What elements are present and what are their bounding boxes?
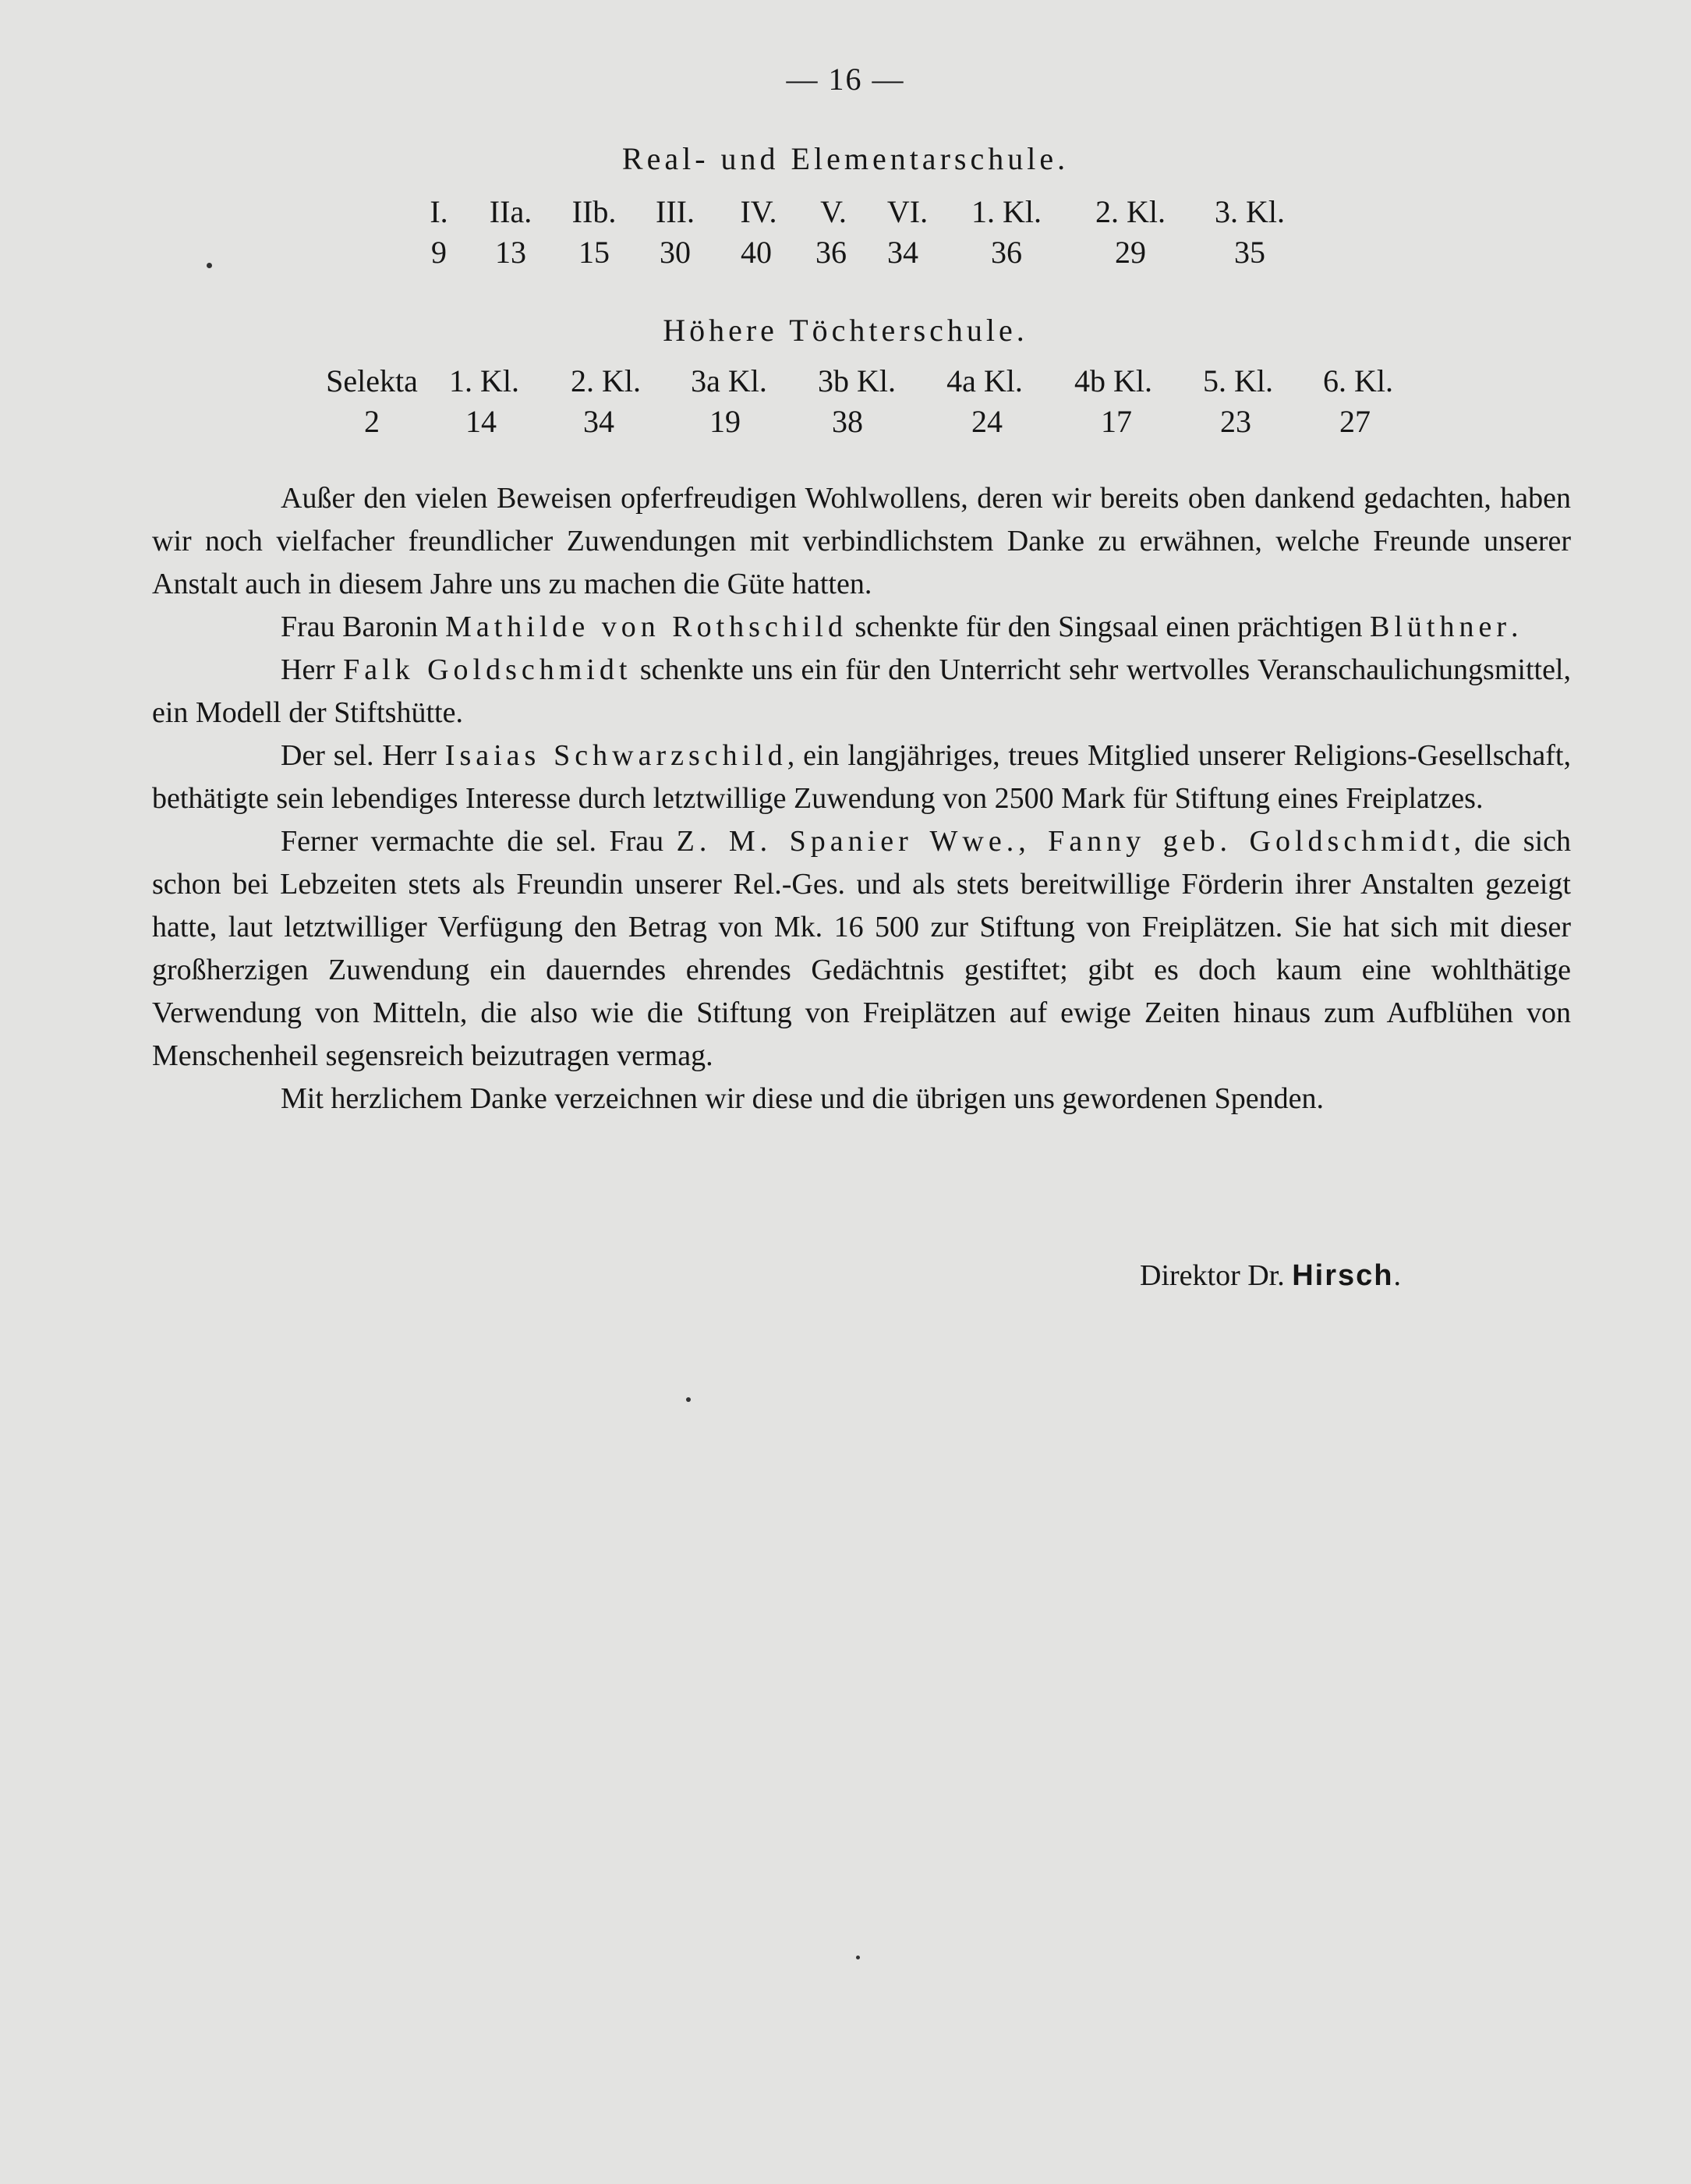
girls-class-label: 4a Kl. [946,363,1023,398]
girls-class-label: 1. Kl. [449,363,519,398]
girls-class-count: 34 [583,404,614,439]
print-speck [686,1397,691,1402]
girls-class-label: 2. Kl. [571,363,641,398]
girls-class-count: 2 [364,404,380,439]
girls-class-label: 6. Kl. [1323,363,1393,398]
real-class-label: IIa. [489,194,532,229]
paragraph-goldschmidt: Herr Falk Goldschmidt schenkte uns ein für den Unterricht sehr wertvolles Veranschaulichungsmittel, ein Modell der Stiftshütte. [152,653,1571,729]
paragraph-thanks: Außer den vielen Beweisen opferfreudigen Wohlwollens, deren wir bereits oben dankend gedachten, haben wir noch vielfacher freundlicher Zuwendungen mit verbindlichstem Danke zu erwähnen, welche Freunde unserer Anstalt auch in diesem Jahre uns zu machen die Güte hatten. [152,482,1571,600]
real-school-class-row [0,193,1691,231]
real-class-count: 34 [887,235,918,270]
girls-class-label: 5. Kl. [1203,363,1273,398]
girls-class-label: Selekta [326,363,418,398]
real-class-count: 36 [991,235,1022,270]
real-class-label: III. [656,194,695,229]
real-class-count: 29 [1115,235,1146,270]
signature-name: Hirsch [1292,1259,1394,1292]
real-class-count: 36 [815,235,847,270]
paragraph-schwarzschild: Der sel. Herr Isaias Schwarzschild, ein langjähriges, treues Mitglied unserer Religions-Gesellschaft, bethätigte sein lebendiges Interesse durch letztwillige Zuwendung von 2500 Mark für Stiftung eines Freiplatzes. [152,739,1571,815]
girls-class-count: 14 [465,404,497,439]
real-class-count: 35 [1234,235,1265,270]
real-class-count: 15 [578,235,610,270]
real-school-heading: Real- und Elementarschule. [621,141,1070,176]
real-class-label: 3. Kl. [1215,194,1285,229]
real-class-label: V. [820,194,847,229]
girls-class-count: 27 [1339,404,1371,439]
real-class-count: 30 [660,235,691,270]
girls-school-count-row [0,403,1691,441]
girls-class-count: 17 [1101,404,1132,439]
donor-name: Z. M. Spanier Wwe., Fanny geb. Goldschmidt [676,825,1454,858]
girls-class-count: 19 [709,404,741,439]
donor-name: Mathilde von Rothschild [445,611,847,643]
page-number: — 16 — [786,62,905,97]
real-class-label: 2. Kl. [1095,194,1166,229]
print-speck [207,263,212,268]
girls-class-count: 38 [832,404,863,439]
girls-school-heading: Höhere Töchterschule. [663,313,1028,348]
real-class-label: IIb. [571,194,617,229]
print-speck [856,1956,860,1959]
paragraph-rothschild: Frau Baronin Mathilde von Rothschild schenkte für den Singsaal einen prächtigen Blüthner. [281,611,1519,643]
real-class-label: IV. [740,194,777,229]
real-class-count: 40 [741,235,772,270]
real-class-count: 13 [495,235,526,270]
girls-class-count: 23 [1220,404,1251,439]
donated-item: Blüthner [1370,611,1511,643]
girls-class-label: 4b Kl. [1074,363,1152,398]
girls-class-count: 24 [971,404,1003,439]
real-school-count-row [0,234,1691,271]
donor-name: Falk Goldschmidt [343,653,632,686]
real-class-label: 1. Kl. [971,194,1042,229]
real-class-count: 9 [431,235,447,270]
girls-class-label: 3b Kl. [818,363,896,398]
real-class-label: VI. [886,194,929,229]
paragraph-spanier: Ferner vermachte die sel. Frau Z. M. Spanier Wwe., Fanny geb. Goldschmidt, die sich schon bei Lebzeiten stets als Freundin unserer Rel.-Ges. und als stets bereitwillige Förderin ihrer Anstalten gezeigt hatte, laut letztwilliger Verfügung den Betrag von Mk. 16 500 zur Stiftung von Freiplätzen. Sie hat sich mit dieser großherzigen Zuwendung ein dauerndes ehrendes Gedächtnis gestiftet; gibt es doch kaum eine wohlthätige Verwendung von Mitteln, die also wie die Stiftung von Freiplätzen auf ewige Zeiten hinaus zum Aufblühen von Menschenheil segensreich beizutragen vermag. [152,825,1572,1072]
paragraph-closing: Mit herzlichem Danke verzeichnen wir diese und die übrigen uns gewordenen Spenden. [281,1082,1324,1115]
signature: Direktor Dr. Hirsch. [1140,1259,1402,1292]
donations-text [152,477,1571,1120]
girls-school-class-row [0,363,1691,400]
girls-class-label: 3a Kl. [691,363,767,398]
donor-name: Isaias Schwarzschild [444,739,787,772]
real-class-label: I. [430,194,448,229]
